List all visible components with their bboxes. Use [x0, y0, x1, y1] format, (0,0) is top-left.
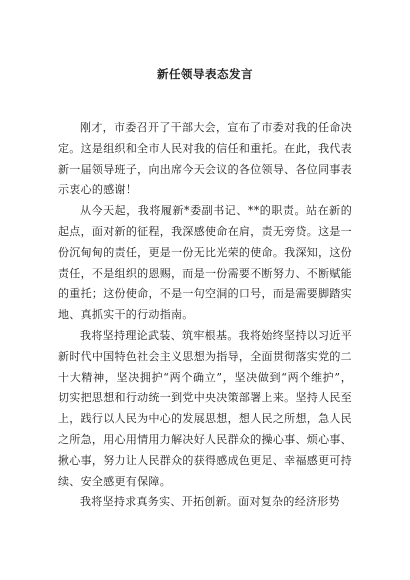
paragraph-2: 从今天起，我将履新*委副书记、**的职责。站在新的起点，面对新的征程，我深感使命在肩，责无旁贷。这是一份沉甸甸的责任，更是一份无比光荣的使命。我深知，这份责任，不是组织的恩赐，而是一份需要不断努力、不断赋能的重托；这份使命，不是一句空洞的口号，而是需要脚踏实地、真抓实干的行动指南。 — [58, 204, 352, 322]
paragraph-4: 我将坚持求真务实、开拓创新。面对复杂的经济形势 — [80, 495, 340, 509]
paragraph-3: 我将坚持理论武装、筑牢根基。我将始终坚持以习近平新时代中国特色社会主义思想为指导，全面贯彻落实党的二十大精神，坚决拥护“两个确立”，坚决做到“两个维护”，切实把思想和行动统一到党中央决策部署上来。坚持人民至上，践行以人民为中心的发展思想，想人民之所想，急人民之所急，用心用情用力解决好人民群众的操心事、烦心事、揪心事，努力让人民群众的获得感成色更足、幸福感更可持续、安全感更有保障。 — [58, 328, 352, 488]
document-title: 新任领导表态发言 — [157, 67, 253, 81]
paragraph-1: 刚才，市委召开了干部大会，宣布了市委对我的任命决定。这是组织和全市人民对我的信任和重托。在此，我代表新一届领导班子，向出席今天会议的各位领导、各位同事表示衷心的感谢！ — [58, 121, 352, 197]
